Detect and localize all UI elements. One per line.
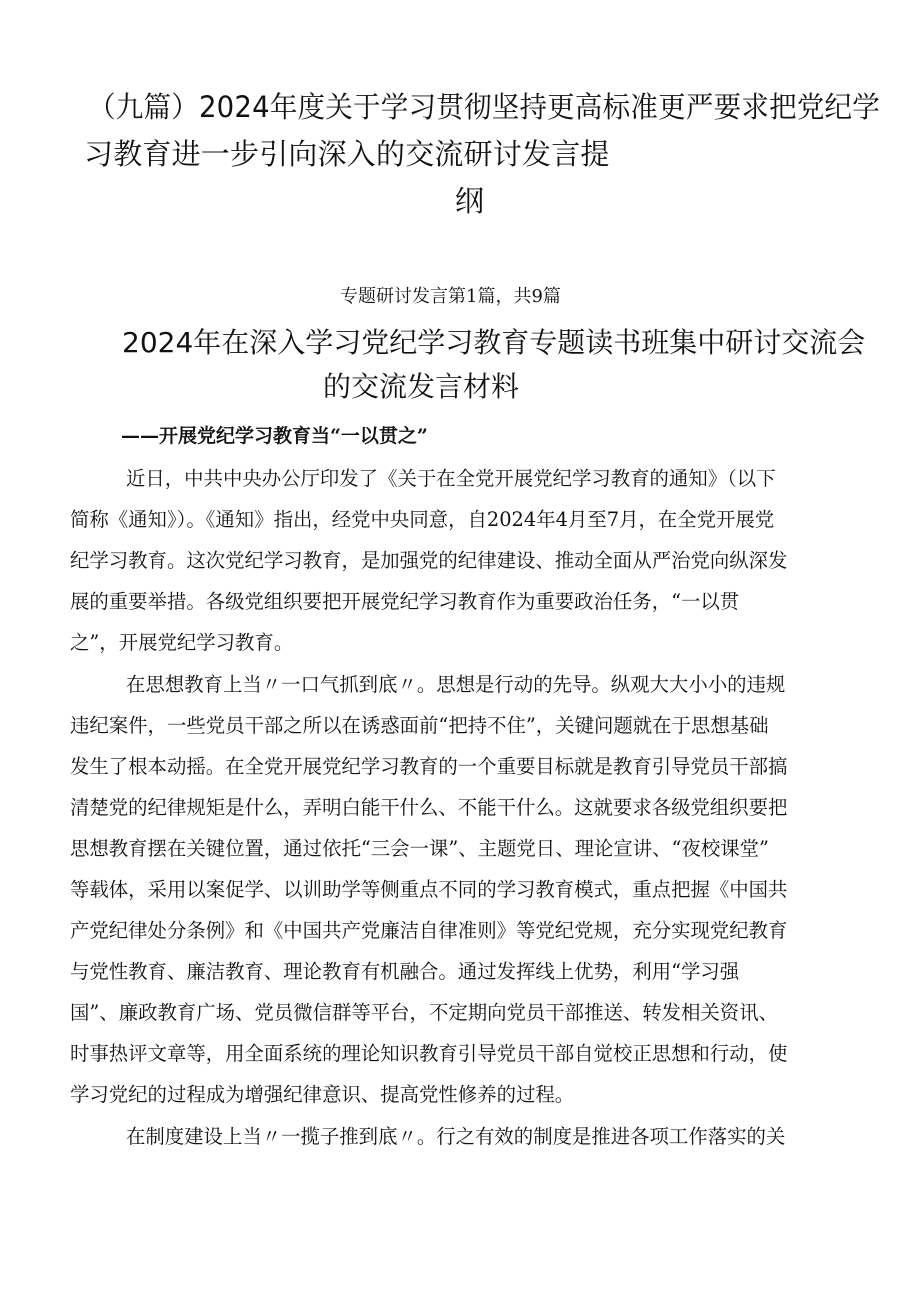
body-line: 产党纪律处分条例》和《中国共产党廉洁自律准则》等党纪党规，充分实现党纪教育: [70, 919, 788, 942]
body-line: 在制度建设上当〃一揽子推到底〃。行之有效的制度是推进各项工作落实的关: [126, 1125, 786, 1148]
body-line: 清楚党的纪律规矩是什么，弄明白能干什么、不能干什么。这就要求各级党组织要把: [70, 796, 788, 819]
body-line: 与党性教育、廉洁教育、理论教育有机融合。通过发挥线上优势，利用“学习强: [70, 960, 740, 983]
speech-subtitle: ——开展党纪学习教育当“一以贯之”: [121, 425, 428, 447]
document-title-line-2: 习教育进一步引向深入的交流研讨发言提: [84, 137, 610, 171]
series-label: 专题研讨发言第1篇，共9篇: [340, 286, 561, 307]
speech-title-line-1: 2024年在深入学习党纪学习教育专题读书班集中研讨交流会: [122, 326, 866, 359]
body-line: 发生了根本动摇。在全党开展党纪学习教育的一个重要目标就是教育引导党员干部搞: [70, 755, 788, 778]
body-line: 在思想教育上当〃一口气抓到底〃。思想是行动的先导。纵观大大小小的违规: [126, 673, 786, 696]
body-line: 思想教育摆在关键位置，通过依托“三会一课”、主题党日、理论宣讲、“夜校课堂”: [70, 837, 769, 860]
body-line: 学习党纪的过程成为增强纪律意识、提高党性修养的过程。: [70, 1083, 575, 1106]
speech-title-line-2: 的交流发言材料: [323, 370, 520, 403]
body-line: 展的重要举措。各级党组织要把开展党纪学习教育作为重要政治任务，“一以贯: [70, 590, 740, 613]
body-line: 近日，中共中央办公厅印发了《关于在全党开展党纪学习教育的通知》（以下: [126, 467, 776, 490]
body-line: 时事热评文章等，用全面系统的理论知识教育引导党员干部自觉校正思想和行动，使: [70, 1042, 788, 1065]
document-title-line-1: （九篇）2024年度关于学习贯彻坚持更高标准更严要求把党纪学: [88, 90, 881, 124]
body-line: 等载体，采用以案促学、以训助学等侧重点不同的学习教育模式，重点把握《中国共: [70, 878, 788, 901]
body-line: 违纪案件，一些党员干部之所以在诱惑面前“把持不住”，关键问题就在于思想基础: [70, 714, 769, 737]
document-title-line-3: 纲: [455, 184, 485, 218]
body-line: 简称《通知》）。《通知》指出，经党中央同意，自2024年4月至7月，在全党开展党: [70, 508, 775, 531]
body-line: 之”，开展党纪学习教育。: [70, 631, 294, 654]
body-line: 国”、廉政教育广场、党员微信群等平台，不定期向党员干部推送、转发相关资讯、: [70, 1001, 778, 1024]
body-line: 纪学习教育。这次党纪学习教育，是加强党的纪律建设、推动全面从严治党向纵深发: [70, 549, 788, 572]
